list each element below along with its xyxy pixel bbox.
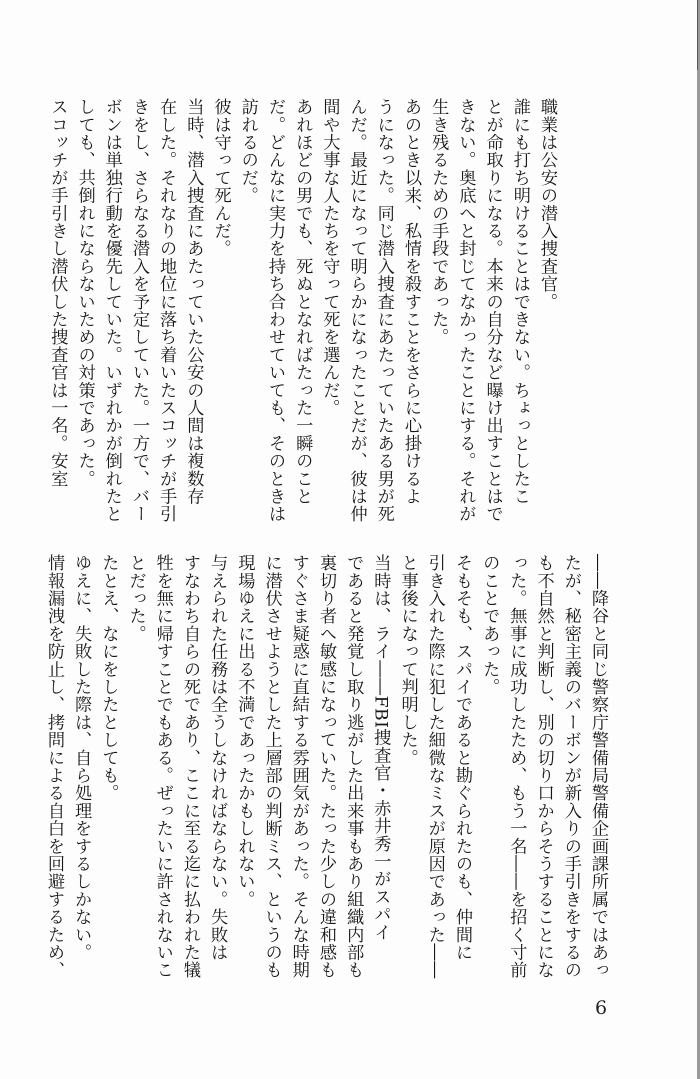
- text-line: のことであった。: [479, 554, 500, 696]
- scan-edge-mark: [697, 0, 698, 70]
- text-line: と事後になって判明した。: [397, 554, 418, 767]
- text-line: うになった。同じ潜入捜査にあたっていたある男が死: [373, 98, 394, 523]
- text-line: 引き入れた際に犯した細微なミスが原因であった――: [424, 554, 445, 979]
- text-line: 当時、潜入捜査にあたっていた公安の人間は複数存: [183, 98, 204, 506]
- text-line: あれほどの男でも、死ぬとなればたった一瞬のこと: [292, 98, 313, 506]
- text-line: 職業は公安の潜入捜査官。: [537, 98, 557, 311]
- text-line: ボンは単独行動を優先していた。いずれかが倒れたと: [101, 98, 122, 523]
- text-line: 与えられた任務は全うしなければならない。失敗は: [207, 554, 228, 962]
- text-line: とが命取りになる。本来の自分など曝け出すことはで: [482, 98, 503, 523]
- text-line: であると発覚し取り逃がした出来事もあり組織内部も: [343, 554, 364, 979]
- text-line: 在した。それなりの地位に落ち着いたスコッチが手引: [156, 98, 177, 523]
- text-line: 彼は守って死んだ。: [210, 98, 231, 258]
- text-line: きない。奥底へと封じてなかったことにする。それが: [455, 98, 476, 523]
- text-line: 情報漏洩を防止し、拷問による自白を回避するため、: [43, 554, 64, 979]
- text-line: しても、共倒れにならないための対策であった。: [74, 98, 95, 488]
- text-line: 訪れるのだ。: [237, 98, 258, 205]
- text-line: スコッチが手引きし潜伏した捜査官は一名。安室: [47, 98, 68, 488]
- text-line: 誰にも打ち明けることはできない。ちょっとしたこ: [509, 98, 530, 506]
- text-line: も不自然と判断し、別の切り口からそうすることにな: [533, 554, 554, 979]
- text-line: だ。どんなに実力を持ち合わせていても、そのときは: [264, 98, 285, 523]
- text-line: 生き残るための手段であった。: [428, 98, 449, 346]
- text-line: とだった。: [125, 554, 146, 643]
- text-line: そもそも、スパイであると勘ぐられたのも、仲間に: [451, 554, 472, 962]
- text-line: たとえ、なにをしたとしても。: [98, 554, 119, 802]
- text-line: 裏切り者へ敏感になっていた。たった少しの違和感も: [315, 554, 336, 979]
- text-line: んだ。最近になって明らかになったことだが、彼は仲: [346, 98, 367, 523]
- text-line: 牲を無に帰すことでもある。ぜったいに許されないこ: [152, 554, 173, 979]
- text-line: に潜伏させようとした上層部の判断ミス、というのも: [261, 554, 282, 979]
- text-line: ――降谷と同じ警察庁警備局警備企画課所属ではあっ: [588, 554, 608, 979]
- text-line: きをし、さらなる潜入を予定していた。一方で、バー: [128, 98, 149, 523]
- page-number: 6: [595, 997, 608, 1019]
- text-line: 現場ゆえに出る不満であったかもしれない。: [234, 554, 255, 908]
- text-line: 当時は、ライ――FBI捜査官・赤井秀一がスパイ: [370, 554, 391, 941]
- text-line: ゆえに、失敗した際は、自ら処理をするしかない。: [71, 554, 92, 962]
- text-line: すぐさま疑惑に直結する雰囲気があった。そんな時期: [288, 554, 309, 979]
- text-line: 間や大事な人たちを守って死を選んだ。: [319, 98, 340, 417]
- text-line: すなわち自らの死であり、ここに至る迄に払われた犠: [179, 554, 200, 979]
- lower-text-block: [40, 554, 611, 979]
- text-line: った。無事に成功したため、もう一名――を招く寸前: [506, 554, 527, 979]
- text-line: あのとき以来、私情を殺すことをさらに心掛けるよ: [400, 98, 421, 506]
- text-line: たが、秘密主義のバーボンが新入りの手引きをするの: [560, 554, 581, 979]
- upper-text-block: [43, 98, 560, 523]
